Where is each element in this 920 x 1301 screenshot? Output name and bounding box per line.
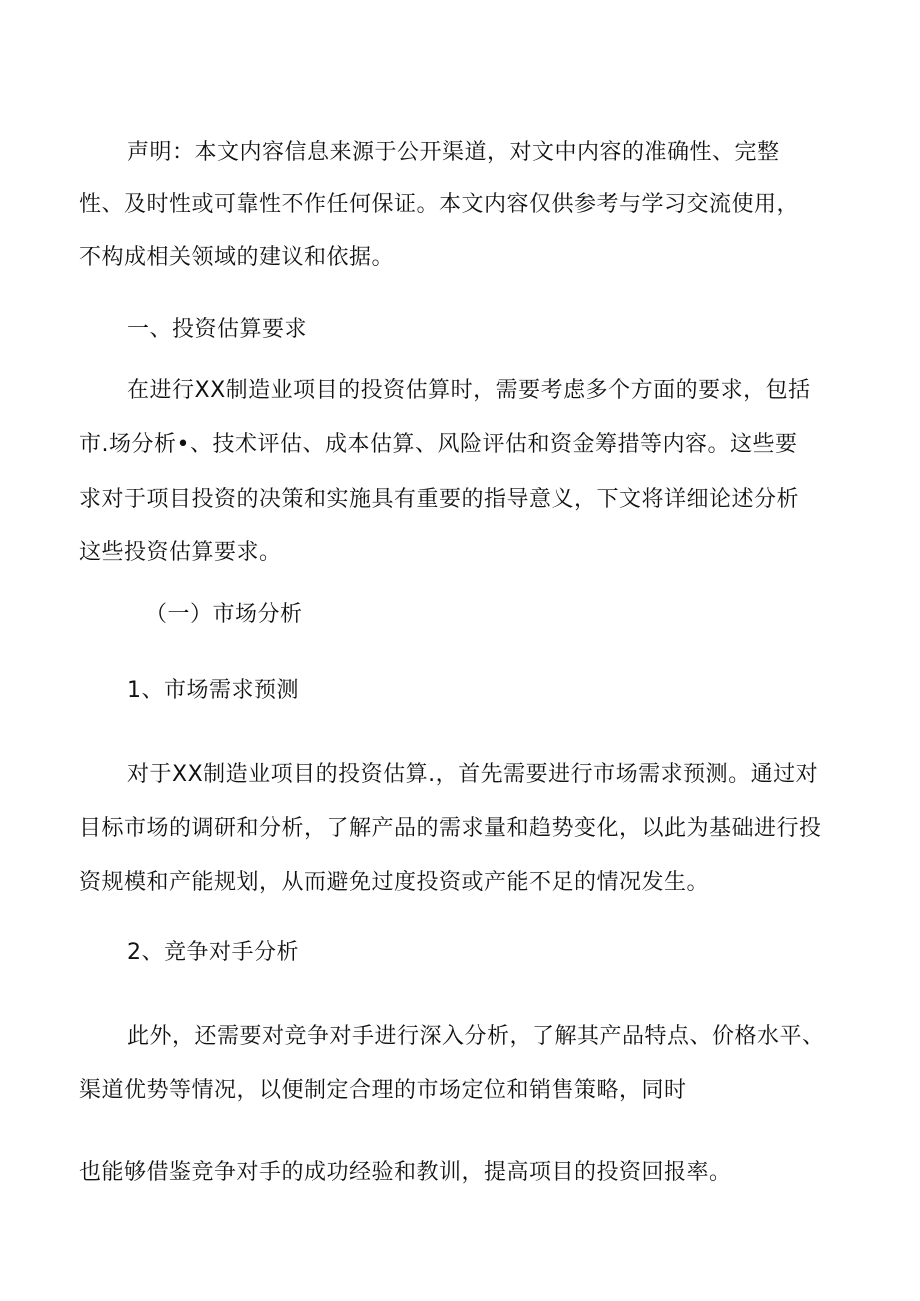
intro-line-3: 求对于项目投资的决策和实施具有重要的指导意义，下文将详细论述分析: [79, 487, 800, 512]
intro-line-1: 在进行XX制造业项目的投资估算时，需要考虑多个方面的要求，包括: [127, 378, 811, 403]
section-heading: 一、投资估算要求: [127, 317, 308, 342]
item2-heading: 2、竞争对手分析: [127, 940, 299, 965]
item2-para-line-1: 此外，还需要对竞争对手进行深入分析，了解其产品特点、价格水平、: [127, 1024, 825, 1049]
item1-para-line-3: 资规模和产能规划，从而避免过度投资或产能不足的情况发生。: [79, 870, 710, 895]
item1-para-line-1: 对于XX制造业项目的投资估算.，首先需要进行市场需求预测。通过对: [127, 762, 819, 787]
item1-para-line-2: 目标市场的调研和分析，了解产品的需求量和趋势变化，以此为基础进行投: [79, 816, 822, 841]
intro-line-2: 市.场分析•、技术评估、成本估算、风险评估和资金筹措等内容。这些要: [79, 432, 798, 457]
disclaimer-line-3: 不构成相关领域的建议和依据。: [79, 245, 395, 270]
disclaimer-line-1: 声明：本文内容信息来源于公开渠道，对文中内容的准确性、完整: [127, 140, 780, 165]
subsection-heading: （一）市场分析: [145, 602, 303, 627]
intro-line-4: 这些投资估算要求。: [79, 540, 282, 565]
item2-para-line-3: 也能够借鉴竞争对手的成功经验和教训，提高项目的投资回报率。: [79, 1160, 732, 1185]
item1-heading: 1、市场需求预测: [127, 678, 299, 703]
disclaimer-line-2: 性、及时性或可靠性不作任何保证。本文内容仅供参考与学习交流使用，: [79, 192, 800, 217]
item2-para-line-2: 渠道优势等情况，以便制定合理的市场定位和销售策略，同时: [79, 1078, 687, 1103]
